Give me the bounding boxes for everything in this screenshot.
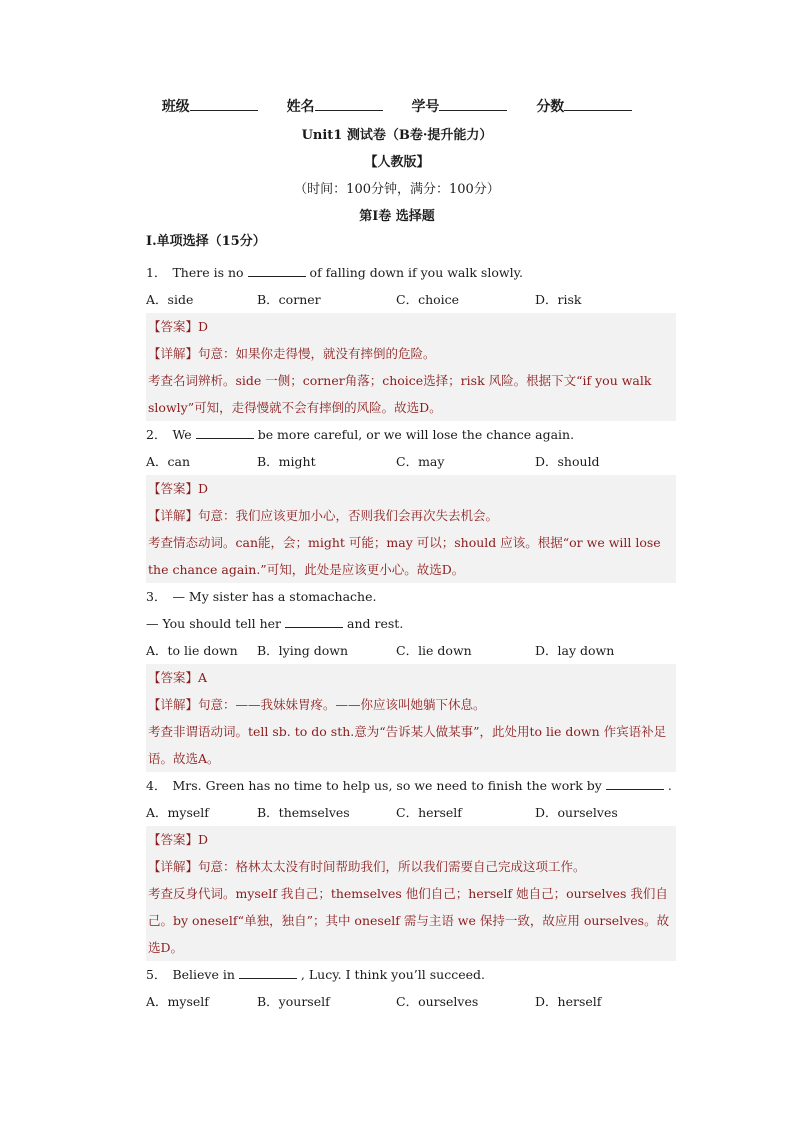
question-stem [146, 259, 676, 286]
stem-text: be more careful, or we will lose the chance again. [257, 427, 575, 442]
option-b: B．corner [257, 292, 321, 307]
score-field [536, 96, 632, 116]
detail-line: 【详解】句意：格林太太没有时间帮助我们，所以我们需要自己完成这项工作。 [148, 859, 586, 874]
option-c: C．may [396, 454, 445, 469]
stem-text: and rest. [347, 616, 404, 631]
question-number: 5． [146, 967, 167, 982]
answer-block [146, 313, 676, 421]
name-blank [315, 98, 383, 111]
question-stem [146, 772, 676, 799]
id-field [411, 96, 507, 116]
answer-block [146, 826, 676, 961]
option-b: B．themselves [257, 805, 350, 820]
answer-blank [239, 966, 297, 979]
option-a: A．myself [146, 994, 209, 1009]
detail-line: 【详解】句意：——我妹妹胃疼。——你应该叫她躺下休息。 [148, 697, 486, 712]
answer-block [146, 664, 676, 772]
stem-text: Believe in [172, 967, 235, 982]
stem-text: — You should tell her [146, 616, 282, 631]
option-d: D．risk [535, 292, 582, 307]
name-label: 姓名 [286, 99, 315, 115]
option-d: D．ourselves [535, 805, 618, 820]
stem-text: We [172, 427, 192, 442]
answer-block [146, 475, 676, 583]
stem-text: There is no [172, 265, 244, 280]
stem-text: of falling down if you walk slowly. [309, 265, 523, 280]
option-c: C．herself [396, 805, 462, 820]
explain-line: 考查反身代词。myself 我自己；themselves 他们自己；herself 她自己；ourselves 我们自己。by oneself“单独，独自”；其中 oneself 需与主语 we 保持一致，故应用 ourselves。故选D。 [148, 886, 670, 955]
option-b: B．yourself [257, 994, 330, 1009]
option-d: D．herself [535, 994, 602, 1009]
edition-label: 【人教版】 [364, 155, 430, 170]
time-info: （时间：100分钟，满分：100分） [294, 182, 500, 197]
id-blank [439, 98, 507, 111]
explain-line: 考查情态动词。can能，会；might 可能；may 可以；should 应该。根据“or we will lose the chance again.”可知，此处是应该更小心。故选D。 [148, 535, 661, 577]
detail-line: 【详解】句意：如果你走得慢，就没有摔倒的危险。 [148, 346, 436, 361]
student-info-row [0, 96, 794, 116]
score-blank [564, 98, 632, 111]
score-label: 分数 [536, 99, 565, 115]
answer-line: 【答案】D [148, 481, 209, 496]
answer-blank [248, 264, 306, 277]
options-row [146, 286, 676, 313]
option-b: B．lying down [257, 643, 349, 658]
section-title: Ⅰ.单项选择（15分） [146, 234, 266, 249]
detail-line: 【详解】句意：我们应该更加小心，否则我们会再次失去机会。 [148, 508, 499, 523]
option-b: B．might [257, 454, 316, 469]
answer-line: 【答案】D [148, 319, 209, 334]
options-row [146, 988, 676, 1015]
answer-line: 【答案】A [148, 670, 208, 685]
answer-line: 【答案】D [148, 832, 209, 847]
option-a: A．myself [146, 805, 209, 820]
question-number: 3． [146, 589, 167, 604]
option-c: C．lie down [396, 643, 472, 658]
question-stem [146, 583, 676, 610]
class-field [162, 96, 258, 116]
options-row [146, 799, 676, 826]
stem-text: . [667, 778, 672, 793]
option-a: A．side [146, 292, 194, 307]
answer-blank [196, 426, 254, 439]
option-d: D．should [535, 454, 600, 469]
question-stem [146, 421, 676, 448]
question-number: 1． [146, 265, 167, 280]
question-stem [146, 610, 676, 637]
class-blank [190, 98, 258, 111]
question-number: 4． [146, 778, 167, 793]
class-label: 班级 [161, 99, 190, 115]
volume-title: 第Ⅰ卷 选择题 [359, 209, 435, 224]
stem-text: Mrs. Green has no time to help us, so we need to finish the work by [172, 778, 602, 793]
option-d: D．lay down [535, 643, 615, 658]
stem-text: — My sister has a stomachache. [172, 589, 377, 604]
id-label: 学号 [411, 99, 440, 115]
question-number: 2． [146, 427, 167, 442]
option-a: A．to lie down [146, 643, 238, 658]
option-c: C．ourselves [396, 994, 479, 1009]
options-row [146, 448, 676, 475]
explain-line: 考查非谓语动词。tell sb. to do sth.意为“告诉某人做某事”，此处用to lie down 作宾语补足语。故选A。 [148, 724, 667, 766]
name-field [287, 96, 383, 116]
question-content [146, 232, 676, 1015]
explain-line: 考查名词辨析。side 一侧；corner角落；choice选择；risk 风险。根据下文“if you walk slowly”可知，走得慢就不会有摔倒的风险。故选D。 [148, 373, 652, 415]
question-stem [146, 961, 676, 988]
answer-blank [285, 615, 343, 628]
page-title: Unit1 测试卷（B卷·提升能力） [301, 128, 493, 143]
options-row [146, 637, 676, 664]
stem-text: , Lucy. I think you’ll succeed. [300, 967, 485, 982]
option-a: A．can [146, 454, 191, 469]
answer-blank [606, 777, 664, 790]
option-c: C．choice [396, 292, 460, 307]
